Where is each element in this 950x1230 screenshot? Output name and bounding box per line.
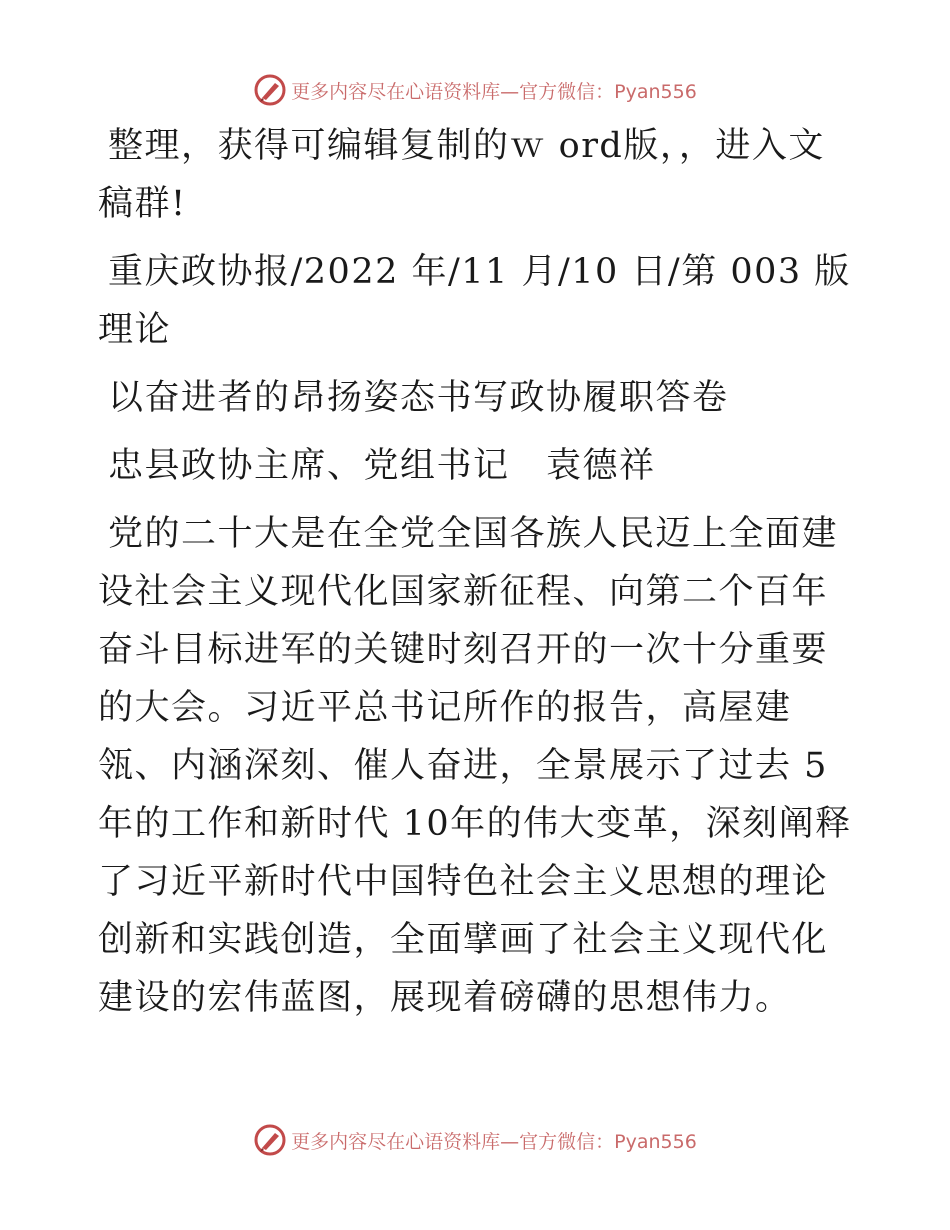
document-content bbox=[98, 117, 858, 1037]
author-line: 忠县政协主席、党组书记 袁德祥 bbox=[108, 446, 656, 486]
header-watermark-banner bbox=[0, 70, 950, 110]
watermark-text: 更多内容尽在心语资料库—官方微信：Pyan556 bbox=[291, 80, 697, 103]
intro-paragraph: 整理，获得可编辑复制的ｗ ord版，，进入文稿群! bbox=[98, 126, 825, 224]
article-title: 以奋进者的昂扬姿态书写政协履职答卷 bbox=[108, 378, 729, 418]
pen-logo-icon bbox=[253, 1123, 287, 1157]
body-paragraph: 党的二十大是在全党全国各族人民迈上全面建设社会主义现代化国家新征程、向第二个百年奋斗目标进军的关键时刻召开的一次十分重要的大会。习近平总书记所作的报告，高屋建瓴、内涵深刻、催人奋进，全景展示了过去 5 年的工作和新时代 10年的伟大变革，深刻阐释了习近平新时代中国特色社会主义思想的理论创新和实践创造，全面擘画了社会主义现代化建设的宏伟蓝图，展现着磅礴的思想伟力。 bbox=[98, 514, 852, 1018]
footer-watermark-banner bbox=[0, 1120, 950, 1160]
source-line: 重庆政协报/2022 年/11 月/10 日/第 003 版理论 bbox=[98, 252, 851, 350]
pen-logo-icon bbox=[253, 73, 287, 107]
watermark-text: 更多内容尽在心语资料库—官方微信：Pyan556 bbox=[291, 1130, 697, 1153]
